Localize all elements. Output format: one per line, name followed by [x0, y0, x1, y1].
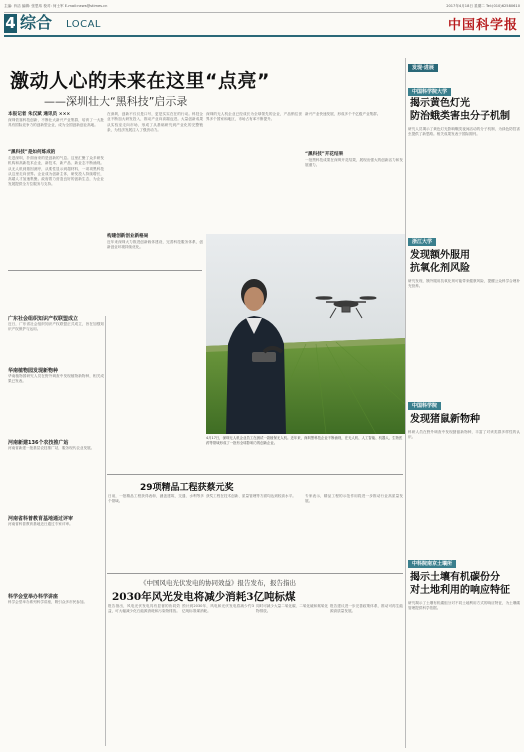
lead-column-2 — [107, 112, 203, 310]
brief-3-text: 河南省新建一批基层农技推广站，服务现代农业发展。 — [8, 446, 95, 450]
brief-5-text: 科学会堂举办系列科学讲座，吸引众多市民参加。 — [8, 600, 88, 604]
brief-4-text: 河南省科普教育基地近日通过专家评审。 — [8, 522, 73, 526]
bottom-kicker: 《中国风电光伏发电的协同效益》报告发布，报告指出 — [140, 579, 296, 587]
story3-headline: 发现猪鼠新物种 — [410, 414, 480, 425]
photo-caption: 4月17日，深圳无人机企业员工在测试一款植保无人机。近年来，深圳黑科技企业不断涌现，在无人机、人工智能、机器人、生物医药等领域形成了一批有全球影响力的创新企业。 — [206, 436, 403, 445]
middle-text-3: 专家表示，精品工程的示范作用将进一步推动行业高质量发展。 — [305, 494, 403, 504]
middle-text-1: 日前，一批精品工程获得表彰，涵盖建筑、交通、水利等多个领域。 — [108, 494, 204, 504]
page-number: 4 — [5, 14, 16, 32]
bottom-headline: 2030年风光发电将减少消耗3亿吨标煤 — [112, 591, 296, 603]
story3-text: 科研人员在野外调查中发现猪鼠新物种，丰富了对该类群多样性的认识。 — [408, 430, 520, 440]
brief-5-title: 科学会堂举办科学讲座 — [8, 594, 59, 600]
middle-headline: 29项精品工程获蔡元奖 — [140, 483, 234, 493]
story4-headline-1: 揭示土壤有机碳份分 — [410, 572, 500, 583]
story2-tag: 浙江大学 — [408, 238, 436, 246]
left-rule-1 — [8, 270, 202, 271]
story4-headline-2: 对土地利用的响应特征 — [410, 585, 510, 596]
story1-headline-1: 揭示黄色灯光 — [410, 98, 470, 109]
lead-headline: 激动人心的未来在这里“点亮” — [10, 70, 270, 92]
lead-photo — [206, 234, 405, 434]
story2-headline-2: 抗氧化剂风险 — [410, 263, 470, 274]
brief-1-text: 近日，广东省社会组织知识产权联盟正式成立，旨在加强知识产权保护与运用。 — [8, 322, 104, 332]
story1-headline-2: 防治蛾类害虫分子机制 — [410, 111, 510, 122]
brief-2-text: 华南植物园研究人员在野外调查中发现植物新物种，相关成果已发表。 — [8, 374, 104, 384]
lead-column-3 — [206, 112, 302, 230]
left-column-divider — [105, 316, 106, 746]
story4-tag: 中科院南京土壤所 — [408, 560, 456, 568]
lead-text-2: 走进深圳，扑面而来的是创新的气息。这里汇聚了众多研发机构和高新技术企业，新技术、新产品、新业态不断涌现。从无人机到基因测序，从柔性显示到超材料，一项项黑科技从这里走向世界。企业成为创新主体，研发投入持续增长，高端人才加速集聚。政府着力营造良好的创新生态，为企业发展提供全方位服务与支持。 — [8, 156, 104, 187]
brief-2-title: 华南植物园发现新物种 — [8, 368, 59, 374]
newspaper-logo: 中国科学报 — [447, 18, 518, 33]
section-title-en: LOCAL — [66, 19, 101, 30]
lead-text-3: 在深圳，创新不仅仅是口号，更是实实在在的行动。科技企业不断加大研发投入，推动产业向高端迈进。大量创新成果从实验室走向市场，形成了从基础研究到产业化的完整链条，为经济发展注入了强劲动力。 — [107, 112, 203, 132]
lead-text-1: 深圳依靠科技创新，不断壮大新兴产业集群，培育了一大批具有国际竞争力的创新型企业，成为全国创新创业高地。 — [8, 118, 104, 128]
section-title: 综合 — [20, 13, 53, 32]
story1-text: 研究人员揭示了黄色灯光影响蛾类夜间活动的分子机制，为绿色防控害虫提供了新思路。相关成果发表于国际期刊。 — [408, 127, 520, 137]
lead-text-6: 新兴产业快速发展，形成多个千亿级产业集群。 — [305, 112, 381, 116]
lead-text-4: 近年来深圳大力推进创新载体建设，完善科技服务体系，创新创业环境持续优化。 — [107, 240, 203, 250]
story2-headline-1: 发现额外服用 — [410, 250, 470, 261]
story4-text: 研究揭示了土壤有机碳组分对不同土地利用方式的响应特征，为土壤碳管理提供科学依据。 — [408, 601, 520, 611]
lead-text-5: 深圳的无人机企业已经成长为全球领先的企业，产品销往世界多个国家和地区，市场占有率不断提升。 — [206, 112, 302, 122]
middle-rule — [107, 474, 403, 475]
lead-subhead: ——深圳壮大“黑科技”启示录 — [44, 95, 188, 108]
bottom-text-3: 同时可减少大量二氧化碳、二氧化硫和氮氧化物排放。 — [256, 604, 328, 614]
story1-tag: 中国科学院大学 — [408, 88, 451, 96]
bottom-text-4: 报告建议进一步完善政策体系，推动可再生能源高质量发展。 — [330, 604, 403, 614]
bottom-text-2: 预计到2030年，风电和光伏发电将减少约3亿吨标准煤消耗。 — [182, 604, 254, 614]
middle-text-2: 获奖工程在技术创新、质量管理等方面均达到较高水平。 — [206, 494, 296, 498]
bottom-rule — [107, 573, 403, 574]
brief-4-title: 河南省科普教育基地通过评审 — [8, 516, 74, 522]
header-editor-line: 主编: 肖洁 编辑: 张思玮 校对: 何士军 E-mail:news@stimes.cn — [4, 4, 108, 8]
right-column-divider — [405, 58, 406, 748]
lead-subtitle-2: 构建创新创业新格局 — [107, 234, 149, 239]
header-date-line: 2017年4月18日 星期二 Tel:(010)62580610 — [446, 4, 520, 8]
lead-text-7: 一批黑科技成果在深圳开花结果，展现出强大的创新活力和发展潜力。 — [305, 158, 403, 168]
lead-subtitle-1: “黑科技”是如何炼成的 — [8, 150, 56, 155]
story3-tag: 中国科学院 — [408, 402, 441, 410]
lead-subtitle-3: “黑科技”开花结果 — [305, 152, 344, 157]
lead-column-4 — [305, 112, 403, 234]
lead-column-1 — [8, 112, 104, 306]
brief-1-title: 广东社会组织知识产权联盟成立 — [8, 316, 79, 322]
story2-text: 研究发现，额外服用抗氧化剂可能带来健康风险，提醒公众科学合理补充营养。 — [408, 279, 520, 289]
top-rule — [4, 35, 520, 37]
running-header — [4, 2, 520, 13]
right-section-tag: 发现·进展 — [408, 64, 438, 72]
lead-byline: 本报记者 朱汉斌 通讯员 ××× — [8, 112, 71, 117]
brief-1 — [8, 316, 104, 680]
brief-3-title: 河南新建136个农技推广站 — [8, 440, 69, 446]
drone-field-photo — [206, 234, 405, 434]
bottom-text-1: 报告指出，风电光伏发电具有显著的协同效益，可大幅减少化石能源消耗和污染物排放。 — [108, 604, 180, 614]
